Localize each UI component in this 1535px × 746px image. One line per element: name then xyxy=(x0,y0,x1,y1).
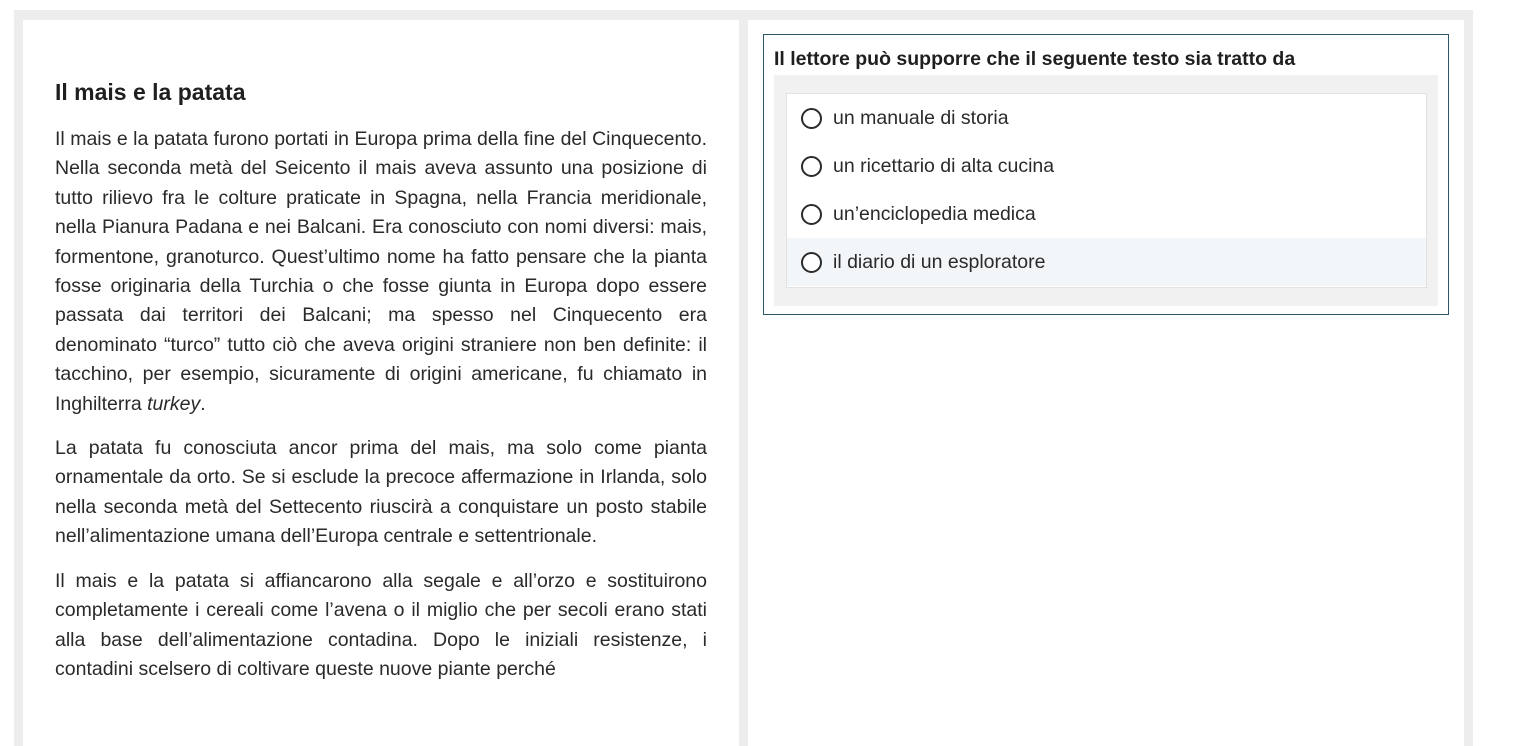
answer-option-label: il diario di un esploratore xyxy=(833,251,1046,273)
question-card xyxy=(763,34,1449,315)
radio-button-icon[interactable] xyxy=(801,204,822,225)
reading-passage xyxy=(55,78,707,699)
passage-paragraph-2 xyxy=(55,434,707,552)
passage-paragraph-3 xyxy=(55,567,707,685)
answer-option-label: un ricettario di alta cucina xyxy=(833,155,1055,177)
passage-paragraph-1 xyxy=(55,125,707,419)
passage-title: Il mais e la patata xyxy=(55,79,246,105)
answer-options-container xyxy=(774,75,1438,306)
paragraph-text-end: . xyxy=(200,392,206,415)
reading-passage-panel[interactable] xyxy=(23,20,739,746)
radio-button-icon[interactable] xyxy=(801,252,822,273)
answer-option-2[interactable] xyxy=(787,142,1426,190)
paragraph-text: Il mais e la patata furono portati in Europa prima della fine del Cinquecento. Nella seconda metà del Seicento il mais aveva assunto una posizione di tutto rilievo fra le colture praticate in Spagna, nella Francia meridionale, nella Pianura Padana e nei Balcani. Era conosciuto con nomi diversi: mais, formentone, granoturco. Quest’ultimo nome ha fatto pensare che la pianta fosse originaria della Turchia o che fosse giunta in Europa dopo essere passata dai territori dei Balcani; ma spesso nel Cinquecento era denominato “turco” tutto ciò che aveva origini straniere non ben definite: il tacchino, per esempio, sicuramente di origini americane, fu chiamato in Inghilterra xyxy=(55,128,707,415)
paragraph-text: La patata fu conosciuta ancor prima del mais, ma solo come pianta ornamentale da orto. Se si esclude la precoce affermazione in Irlanda, solo nella seconda metà del Settecento riuscirà a conquistare un posto stabile nell’alimentazione umana dell’Europa centrale e settentrionale. xyxy=(55,437,707,548)
answer-option-4[interactable] xyxy=(787,238,1426,286)
question-stem: Il lettore può supporre che il seguente testo sia tratto da xyxy=(774,48,1296,70)
paragraph-italic-term: turkey xyxy=(147,392,201,415)
paragraph-text: Il mais e la patata si affiancarono alla segale e all’orzo e sostituirono completamente i cereali come l’avena o il miglio che per secoli erano stati alla base dell’alimentazione contadina. Dopo le iniziali resistenze, i contadini scelsero di coltivare queste nuove piante perché xyxy=(55,569,707,680)
answer-option-label: un’enciclopedia medica xyxy=(833,203,1036,225)
answer-option-label: un manuale di storia xyxy=(833,107,1009,129)
radio-button-icon[interactable] xyxy=(801,156,822,177)
answer-option-3[interactable] xyxy=(787,190,1426,238)
answer-options-list xyxy=(786,93,1427,288)
question-panel xyxy=(748,20,1464,746)
answer-option-1[interactable] xyxy=(787,94,1426,142)
radio-button-icon[interactable] xyxy=(801,108,822,129)
